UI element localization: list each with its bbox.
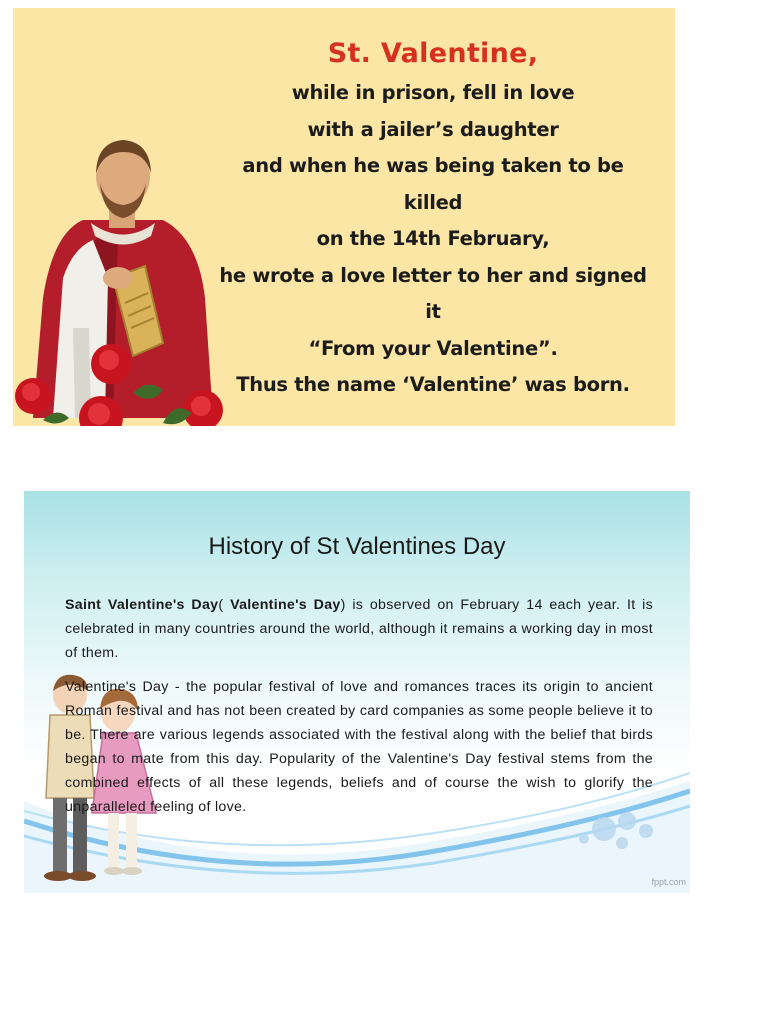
poem-line-1: while in prison, fell in love [291,81,575,104]
saint-valentine-illustration [13,128,248,426]
fppt-watermark: fppt.com [651,877,686,887]
poem-line-2: with a jailer’s daughter [307,117,559,141]
paren-close: ) [340,597,346,613]
poem-line-4: on the 14th February, [316,227,550,250]
legend-poem [213,38,653,404]
poem-title: St. Valentine, [327,38,539,69]
valentine-legend-slide [13,8,675,426]
history-paragraph-1 [65,593,653,665]
history-slide [24,491,690,893]
poem-line-5: he wrote a love letter to her and signed it [219,263,647,323]
poem-line-3: and when he was being taken to be killed [242,154,624,214]
history-body [65,593,653,829]
poem-line-6: “From your Valentine”. [308,336,558,360]
valentines-day-term: Valentine's Day [230,597,341,613]
history-title: History of St Valentines Day [208,533,506,560]
poem-line-7: Thus the name ‘Valentine’ was born. [236,373,630,396]
paren-open: ( [218,597,231,613]
paragraph-1-text: is observed on February 14 each year. It is celebrated in many countries around the world, although it remains a working day in most of them. [65,597,653,661]
history-paragraph-2: Valentine's Day - the popular festival of love and romances traces its origin to ancient Roman festival and has not been created by card companies as some people believe it to be. There are various legends associated with the festival along with the belief that birds began to mate from this day. Popularity of the Valentine's Day festival stems from the combined effects of all these legends, beliefs and of course the wish to glorify the unparalleled feeling of love. [65,679,653,815]
saint-valentines-day-term: Saint Valentine's Day [65,597,219,613]
